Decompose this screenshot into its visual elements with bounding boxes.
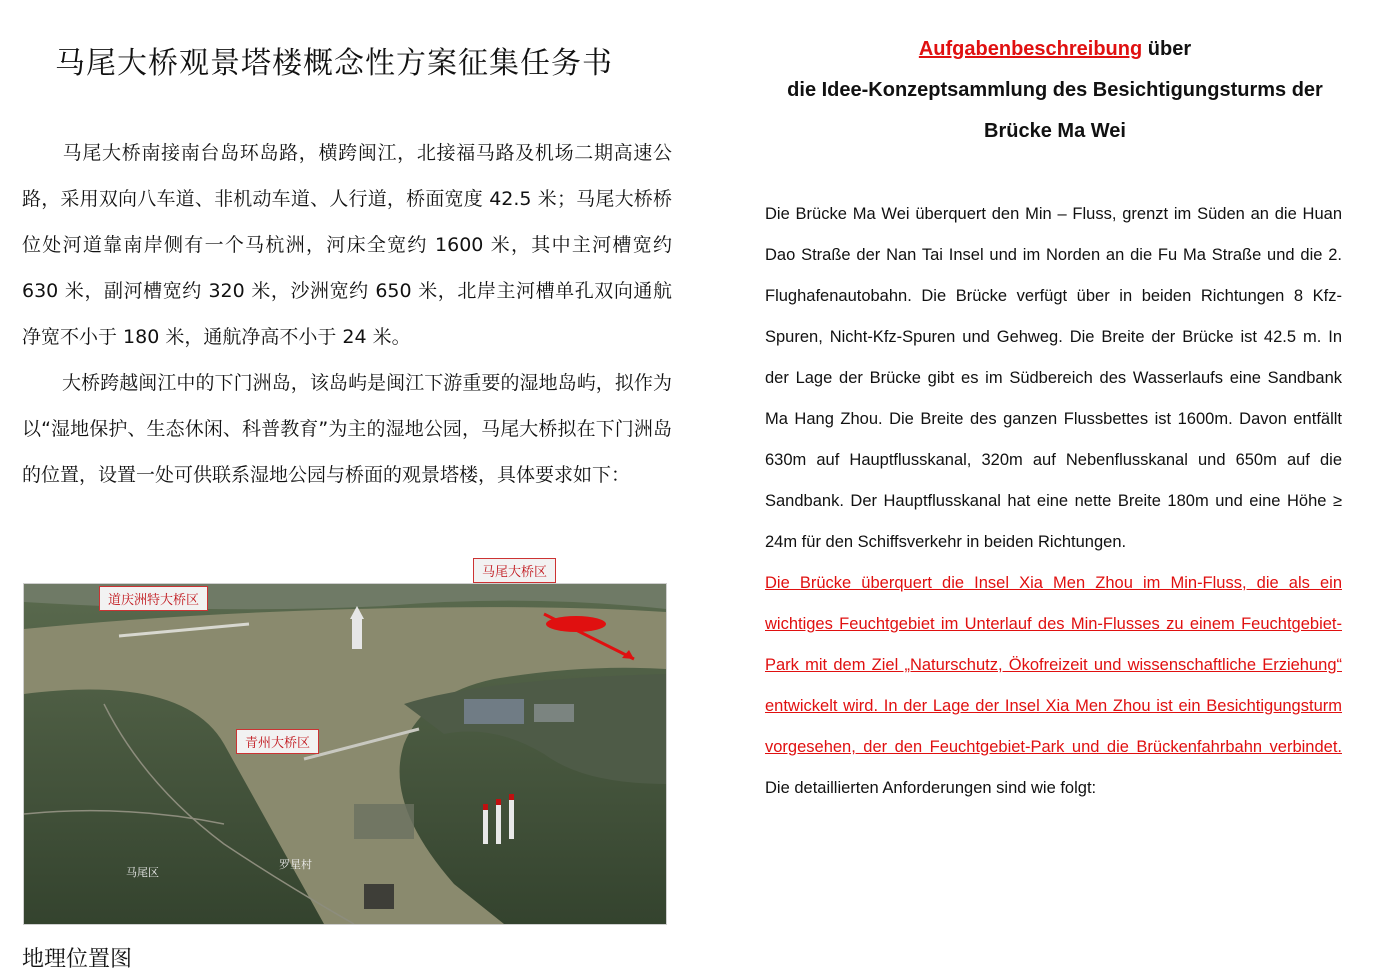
chinese-title: 马尾大桥观景塔楼概念性方案征集任务书 — [55, 46, 613, 81]
chinese-paragraph-2 — [22, 360, 672, 498]
map-place-luoxing: 罗星村 — [279, 858, 312, 871]
location-map — [23, 583, 667, 925]
chinese-paragraph-1 — [22, 130, 672, 360]
german-title-rest: über — [1142, 38, 1192, 60]
map-caption: 地理位置图 — [22, 947, 133, 972]
german-body — [765, 194, 1342, 809]
german-body-text: Die Brücke Ma Wei überquert den Min – Fluss, grenzt im Süden an die Huan Dao Straße der Nan Tai Insel und im Norden an die Fu Ma Straße und die 2. Flughafenautobahn. Die Brücke verfügt über in beiden Richtungen 8 Kfz-Spuren, Nicht-Kfz-Spuren und Gehweg. Die Breite der Brücke ist 42.5 m. In der Lage der Brücke gibt es im Südbereich des Wasserlaufs eine Sandbank Ma Hang Zhou. Die Breite des ganzen Flussbettes ist 1600m. Davon entfällt 630m auf Hauptflusskanal, 320m auf Nebenflusskanal und 650m auf die Sandbank. Der Hauptflusskanal hat eine nette Breite 180m und eine Höhe ≥ 24m für den Schiffsverkehr in beiden Richtungen. — [765, 205, 1342, 551]
german-title-line-1 — [745, 38, 1365, 61]
map-label-qingzhou: 青州大桥区 — [236, 729, 319, 754]
german-body-tail: Die detaillierten Anforderungen sind wie folgt: — [765, 779, 1097, 797]
chinese-paragraph-1-text: 马尾大桥南接南台岛环岛路，横跨闽江，北接福马路及机场二期高速公路，采用双向八车道、非机动车道、人行道，桥面宽度 42.5 米；马尾大桥桥位处河道靠南岸侧有一个马杭洲，河床全宽约 1600 米，其中主河槽宽约 630 米，副河槽宽约 320 米，沙洲宽约 650 米，北岸主河槽单孔双向通航净宽不小于 180 米，通航净高不小于 24 米。 — [22, 142, 672, 348]
aerial-photo — [24, 584, 666, 924]
german-title-line-2: die Idee-Konzeptsammlung des Besichtigungsturms der — [787, 79, 1323, 101]
map-place-mawei: 马尾区 — [126, 866, 159, 879]
chinese-paragraph-2-text: 大桥跨越闽江中的下门洲岛，该岛屿是闽江下游重要的湿地岛屿，拟作为以“湿地保护、生态休闲、科普教育”为主的湿地公园，马尾大桥拟在下门洲岛的位置，设置一处可供联系湿地公园与桥面的观景塔楼，具体要求如下： — [22, 372, 672, 486]
german-title-keyword: Aufgabenbeschreibung — [918, 38, 1143, 60]
german-body-highlight: Die Brücke überquert die Insel Xia Men Zhou im Min-Fluss, die als ein wichtiges Feuchtgebiet im Unterlauf des Min-Flusses zu einem Feuchtgebiet-Park mit dem Ziel „Naturschutz, Ökofreizeit und wissenschaftliche Erziehung“ entwickelt wird. In der Lage der Insel Xia Men Zhou ist ein Besichtigungsturm vorgesehen, der den Feuchtgebiet-Park und die Brückenfahrbahn verbindet. — [765, 574, 1342, 756]
map-label-daoqingzhou: 道庆洲特大桥区 — [99, 586, 208, 611]
map-label-mawei-bridge: 马尾大桥区 — [473, 558, 556, 583]
german-title-line-3: Brücke Ma Wei — [984, 120, 1126, 142]
